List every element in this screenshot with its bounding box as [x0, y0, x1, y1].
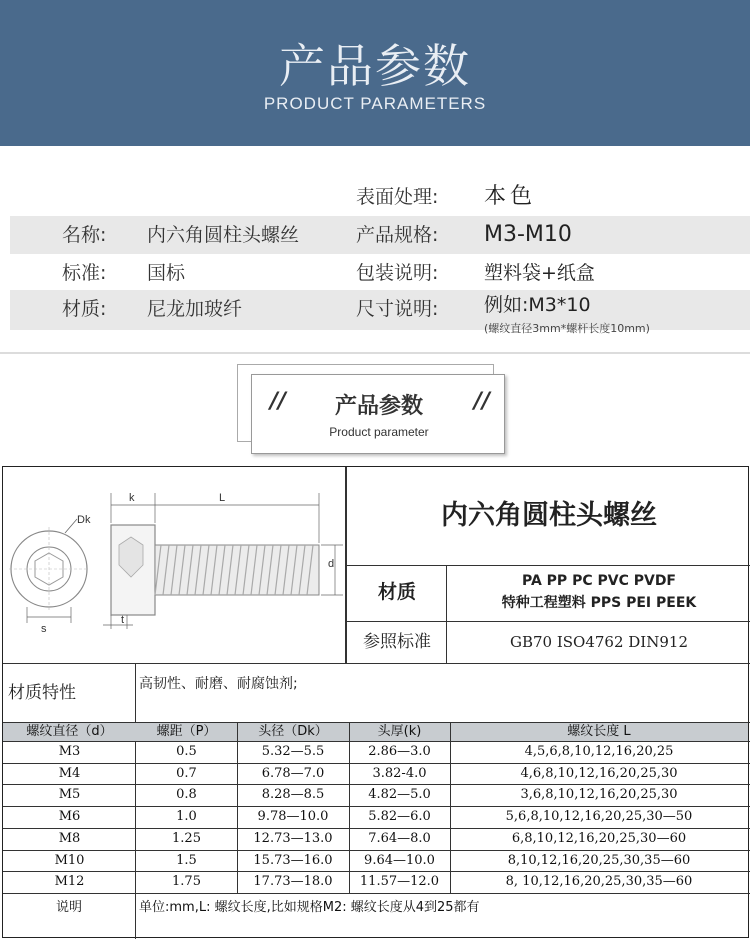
table-cell: 7.64—8.0 — [368, 830, 431, 846]
table-cell: 8,10,12,16,20,25,30,35—60 — [507, 852, 691, 868]
label-l: L — [219, 492, 226, 504]
property-value: 高韧性、耐磨、耐腐蚀剂; — [139, 676, 298, 692]
grid-line — [3, 806, 750, 807]
table-cell: M3 — [58, 744, 81, 759]
table-cell: 8, 10,12,16,20,25,30,35—60 — [505, 874, 693, 890]
table-cell: 12.73—13.0 — [253, 830, 333, 846]
table-cell: 6.78—7.0 — [261, 765, 325, 781]
param-label: 材质: — [62, 298, 107, 320]
banner-title: 产品参数 — [279, 39, 471, 93]
label-dk: Dk — [77, 514, 91, 526]
header-banner — [0, 0, 750, 146]
grid-line — [446, 565, 447, 664]
table-cell: 8.28—8.5 — [261, 787, 325, 803]
table-cell: 4,5,6,8,10,12,16,20,25 — [524, 744, 674, 759]
param-value: M3-M10 — [484, 222, 572, 247]
table-cell: 6,8,10,12,16,20,25,30—60 — [511, 830, 687, 846]
param-label: 包装说明: — [356, 262, 439, 284]
table-cell: M4 — [58, 765, 81, 781]
table-cell: 2.86—3.0 — [368, 744, 431, 759]
label-s: s — [41, 623, 47, 635]
property-label: 材质特性 — [8, 683, 76, 703]
standard-value: GB70 ISO4762 DIN912 — [509, 633, 688, 651]
param-label: 名称: — [62, 224, 107, 246]
column-header: 螺纹长度 L — [567, 724, 631, 739]
screw-drawing — [3, 467, 345, 663]
grid-line — [3, 741, 750, 742]
section-badge — [251, 374, 505, 454]
param-row — [10, 216, 750, 254]
table-cell: 1.5 — [176, 852, 197, 868]
grid-line — [3, 763, 750, 764]
table-cell: 3,6,8,10,12,16,20,25,30 — [520, 787, 678, 803]
badge-title: 产品参数 — [334, 394, 423, 419]
grid-line — [3, 784, 750, 785]
table-cell: M12 — [54, 874, 85, 890]
param-label: 产品规格: — [356, 224, 439, 246]
grid-line — [3, 871, 750, 872]
material-value — [448, 570, 750, 614]
table-cell: 5.82—6.0 — [368, 809, 431, 825]
table-cell: 11.57—12.0 — [359, 874, 440, 890]
grid-line — [450, 723, 451, 893]
standard-label: 参照标准 — [363, 632, 431, 652]
param-label: 标准: — [62, 262, 107, 284]
footer-note: 单位:mm,L: 螺纹长度,比如规格M2: 螺纹长度从4到25都有 — [139, 899, 480, 915]
label-d: d — [328, 558, 335, 570]
param-value: 例如:M3*10 — [484, 294, 591, 316]
footer-label: 说明 — [55, 899, 82, 915]
param-label: 尺寸说明: — [356, 298, 439, 320]
table-cell: 1.0 — [176, 809, 197, 825]
grid-line — [3, 663, 750, 664]
material-line: PA PP PC PVC PVDF — [521, 573, 676, 589]
table-cell: 4,6,8,10,12,16,20,25,30 — [520, 765, 678, 781]
table-cell: 5.32—5.5 — [261, 744, 325, 759]
spec-title: 内六角圆柱头螺丝 — [441, 500, 657, 531]
table-cell: M8 — [58, 830, 81, 846]
label-t: t — [121, 614, 125, 626]
table-cell: 5,6,8,10,12,16,20,25,30—50 — [505, 809, 693, 825]
grid-line — [349, 723, 350, 893]
grid-line — [3, 893, 750, 894]
label-k: k — [129, 492, 135, 504]
param-value: 内六角圆柱头螺丝 — [147, 224, 300, 246]
surface-label: 表面处理: — [356, 186, 439, 208]
param-value: 塑料袋+纸盒 — [484, 262, 595, 284]
param-row-surface — [10, 178, 750, 216]
section-divider — [0, 352, 750, 354]
material-label: 材质 — [377, 581, 416, 603]
table-cell: 17.73—18.0 — [253, 874, 333, 890]
spec-table — [2, 466, 749, 938]
surface-value: 本色 — [484, 184, 537, 209]
badge-right-mark: // — [473, 389, 490, 414]
table-cell: M5 — [58, 787, 81, 803]
table-cell: 0.5 — [176, 744, 197, 759]
table-cell: M6 — [58, 809, 81, 825]
size-note: (螺纹直径3mm*螺杆长度10mm) — [484, 322, 650, 335]
table-cell: 1.25 — [172, 830, 201, 846]
grid-line — [3, 828, 750, 829]
column-header: 螺纹直径（d） — [26, 724, 113, 739]
param-value: 尼龙加玻纤 — [147, 298, 243, 320]
banner-subtitle: PRODUCT PARAMETERS — [263, 94, 487, 113]
column-header: 头厚(k) — [377, 724, 422, 739]
grid-line — [3, 850, 750, 851]
param-value: 国标 — [147, 262, 186, 284]
grid-line — [237, 723, 238, 893]
table-cell: 1.75 — [172, 874, 201, 890]
table-cell: M10 — [54, 852, 85, 868]
column-header: 螺距（P） — [156, 724, 217, 739]
param-row — [10, 254, 750, 292]
table-cell: 0.8 — [176, 787, 197, 803]
table-cell: 9.64—10.0 — [364, 852, 435, 868]
material-line: 特种工程塑料 PPS PEI PEEK — [501, 595, 697, 611]
table-cell: 9.78—10.0 — [257, 809, 329, 825]
table-cell: 15.73—16.0 — [253, 852, 333, 868]
table-cell: 4.82—5.0 — [368, 787, 431, 803]
badge-subtitle: Product parameter — [329, 425, 429, 439]
column-header: 头径（Dk） — [258, 724, 328, 739]
badge-left-mark: // — [270, 389, 287, 414]
table-cell: 0.7 — [176, 765, 197, 781]
table-cell: 3.82-4.0 — [372, 765, 427, 781]
